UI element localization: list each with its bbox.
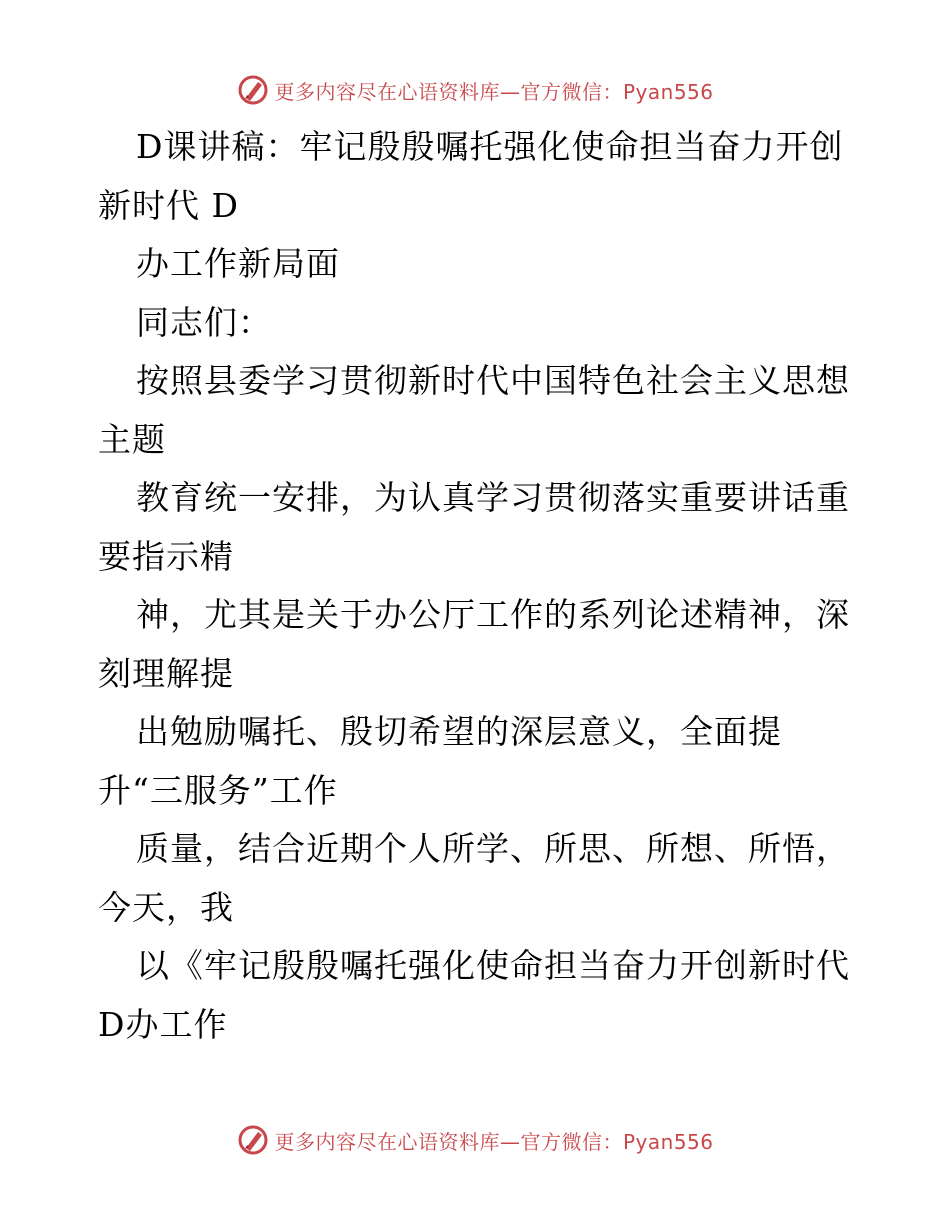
watermark-wechat-id: Pyan556 bbox=[622, 79, 714, 104]
document-body bbox=[98, 118, 858, 1054]
paragraph-line: 要指示精 bbox=[98, 536, 234, 576]
title-line-3: 办工作新局面 bbox=[136, 244, 340, 283]
paragraph-line: 升“三服务”工作 bbox=[98, 770, 338, 810]
paragraph-line: 刻理解提 bbox=[98, 653, 234, 693]
paragraph-line: 质量，结合近期个人所学、所思、所想、所悟， bbox=[136, 829, 850, 868]
paragraph-line: D办工作 bbox=[98, 1004, 228, 1044]
watermark-wechat-id: Pyan556 bbox=[622, 1129, 714, 1154]
title-line-1: D课讲稿：牢记殷殷嘱托强化使命担当奋力开创 bbox=[136, 127, 844, 166]
watermark-wechat-label: 官方微信： bbox=[520, 1129, 623, 1154]
title-line-2: 新时代 D bbox=[98, 185, 239, 225]
watermark-brand: 更多内容尽在心语资料库 bbox=[274, 1129, 500, 1154]
watermark-separator: — bbox=[499, 79, 521, 104]
watermark-wechat-label: 官方微信： bbox=[520, 79, 623, 104]
paragraph-line: 教育统一安排，为认真学习贯彻落实重要讲话重 bbox=[136, 478, 850, 517]
header-watermark bbox=[0, 70, 950, 110]
salutation: 同志们： bbox=[136, 302, 272, 342]
watermark-separator: — bbox=[499, 1129, 521, 1154]
paragraph-line: 出勉励嘱托、殷切希望的深层意义，全面提 bbox=[136, 712, 782, 751]
paragraph-line: 主题 bbox=[98, 419, 166, 459]
paragraph-line: 神，尤其是关于办公厅工作的系列论述精神，深 bbox=[136, 595, 850, 634]
paragraph-line: 今天，我 bbox=[98, 887, 234, 927]
pen-circle-logo-icon bbox=[236, 1123, 270, 1157]
pen-circle-logo-icon bbox=[236, 73, 270, 107]
paragraph-line: 按照县委学习贯彻新时代中国特色社会主义思想 bbox=[136, 361, 850, 400]
paragraph-line: 以《牢记殷殷嘱托强化使命担当奋力开创新时代 bbox=[136, 946, 850, 985]
watermark-brand: 更多内容尽在心语资料库 bbox=[274, 79, 500, 104]
footer-watermark bbox=[0, 1120, 950, 1160]
